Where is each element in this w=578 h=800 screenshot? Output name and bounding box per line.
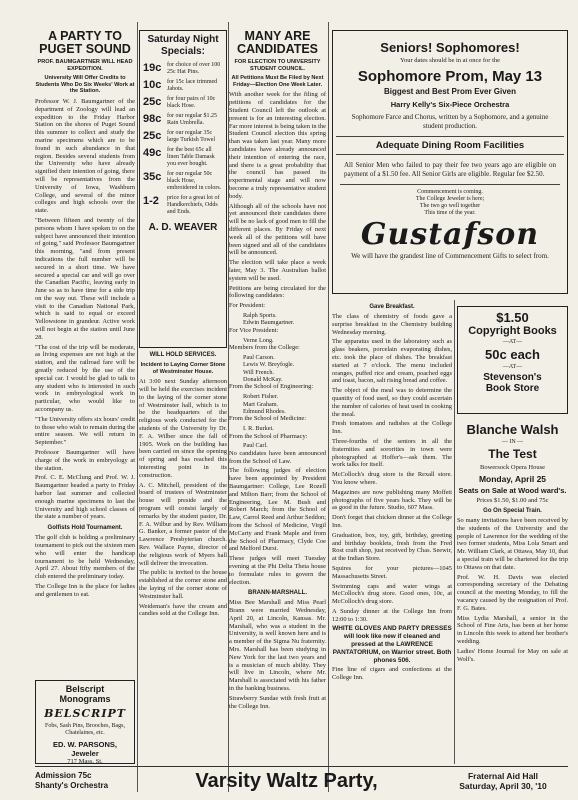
ad-blanche-walsh [457,422,568,504]
ad-item [143,113,223,127]
column-rule [454,300,455,764]
ad-item [143,62,223,76]
headline-puget-sound: A PARTY TO PUGET SOUND [39,29,131,56]
article-paragraph: The object of the meal was to determine the quantity of food used, so they could ascertain the number of calories of heat used in cooking the meal. [332,387,452,418]
ad-poem-line: The College Jeweler is here; [415,196,485,202]
article-paragraph: The following judges of election have been appointed by President Baumgartner: College, Lee Rozell and Milton Barr; from the School of Engineering, Lee M. Bush and Robert March; from the School of Law, Carrol Reed and Arthur Seddon; from the School of Medicine, Virgil McCarty and Frank Maple and from the School of Pharmacy, Clyde Coe and Melford Durst. [229,467,326,553]
ad-item-price: 10c [143,79,162,91]
subhead: FOR ELECTION TO UNIVERSITY STUDENT COUNCIL. [234,59,321,72]
candidate-name: Will French. [243,368,275,376]
ad-waltz-party [35,766,568,795]
ad-orchestra: Shanty's Orchestra [35,781,109,790]
ad-item-price: 49c [143,147,162,159]
ad-stevenson [457,306,568,414]
subhead: All Petitions Must Be Filed by Next Friday—Election One Week Later. [231,75,324,88]
ad-line: —AT— [502,339,523,345]
ad-right [438,771,568,791]
article-paragraph: The election will take place a week later, May 3. The Australian ballot system will be used. [229,259,326,282]
ad-line: Biggest and Best Prom Ever Given [383,87,517,96]
article-paragraph: Fresh tomatoes and radishes at the College Inn. [332,420,452,436]
name-list [229,312,326,327]
article-paragraph: Squires for your pictures—1045 Massachusetts Street. [332,564,452,580]
ad-item-desc: for choice of over 100 25c Hat Pins. [167,62,221,75]
ad-banner: Seniors! Sophomores! [380,40,520,55]
article-paragraph: Miss Lydia Marshall, a senior in the School of Fine Arts, has been at her home in Lincoln this week to attend her brother's wedding. [457,614,568,645]
ad-line: Seats on Sale at Wood ward's. [458,486,567,495]
ad-poem-line: Commencement is coming. [417,189,483,195]
headline-candidates: MANY ARE CANDIDATES [236,29,319,56]
ad-item-price: 1-2 [143,195,159,207]
candidate-name: Ralph Sports. [243,311,277,319]
ad-admission: Admission 75c [35,771,92,780]
article-paragraph: No candidates have been announced from the School of Law. [229,449,326,465]
article-paragraph: Professor W. J. Baumgartner of the department of Zoology will lead an expedition to the Friday Harbor Station on the shores of Puget Sound this summer to collect and study the marine specimens which are to be found in such abundance in that region. Besides several students from the University who have already signified their intention of going, there will be representatives from the University of Iowa, Washburn College, and several of the minor colleges and high schools over the state. [35,97,135,215]
article-paragraph: Strawberry Sundae with fresh fruit at the College Inn. [229,694,326,710]
ad-date: Saturday, April 30, '10 [459,781,547,791]
article-paragraph: The class of chemistry of foods gave a surprise breakfast in the Chemistry building Wednesday morning. [332,313,452,336]
ad-title: Belscript Monograms [59,684,111,704]
ad-item [143,171,223,192]
ad-name: ED. W. PARSONS, Jeweler [52,740,118,758]
ad-line: Prices $1.50, $1.00 and 75c [476,497,549,504]
article-paragraph: Weideman's have the cream and candies sold at the College Inn. [139,602,227,618]
candidate-name: Paul Carl. [243,442,268,450]
name-list [229,337,326,344]
candidate-name: Verne Long. [243,336,274,344]
ad-date: Monday, April 25 [478,474,547,484]
ad-title: The Test [488,447,537,461]
ad-item-price: 25c [143,96,162,108]
candidate-name: Edmund Rhodes. [243,407,286,415]
article-paragraph: Prof. C. E. McClung and Prof. W. J. Baumgartner headed a party to Friday harbor last summer and collected enough marine specimens to last the University and high school classes of the state a number of years. [35,474,135,521]
ad-item [143,96,223,110]
ad-title: Blanche Walsh [466,422,559,437]
ad-venue: Fraternal Aid Hall [467,771,539,781]
ad-line: We will have the grandest line of Commencement Gifts to select from. [351,252,549,260]
article-paragraph: McColloch's drug store is the Rexall store. You know where. [332,471,452,486]
article-paragraph: Prof. W. H. Davis was elected corresponding secretary of the Debating council at the meeting Monday, to fill the vacancy caused by the resignation of Prof. F. G. Bates. [457,573,568,612]
subhead: Incident to Laying Corner Stone of Westminster House. [140,362,226,375]
subhead: PROF. BAUMGARTNER WILL HEAD EXPEDITION. [37,59,133,72]
ad-name: A. D. WEAVER [148,222,218,233]
article-paragraph: Ladies' Home Journal for May on sale at Wolf's. [457,647,568,663]
ad-pantatorium: WHITE GLOVES AND PARTY DRESSES will look like new if cleaned and pressed at the LAWRENCE PANTATORIUM, on Warrior street. Both phones 506. [332,625,452,664]
ad-monograms [35,680,135,764]
article-paragraph: So many invitations have been received by the students of the University and the people of Lawrence for the wedding of the two former students, Miss Lola Smart and Mr. William Clark, at Ottawa, May 10, that a special train will be chartered for the trip to Ottawa on that date. [457,517,568,571]
article-paragraph: The apparatus used in the laboratory such as glass beakers, porcelain evaporating dishes, etc. took the place of dishes. The breakfast started at 7 o'clock. The menu included oranges, puffed rice and cream, poached eggs and toast, bacon, salt rising bread and coffee. [332,338,452,385]
ad-item-price: 35c [143,171,162,183]
ad-item-list [143,62,223,216]
article-paragraph: Swimming caps and water wings at McColloch's drug store. Good ones, 10c, at McColloch's drug store. [332,582,452,606]
article-paragraph: The College Inn is the place for ladies and gentlemen to eat. [35,582,135,598]
name-list [229,393,326,415]
ad-line: Adequate Dining Room Facilities [336,136,564,155]
subhead-breakfast: Gave Breakfast. [369,304,415,310]
ad-item [143,79,223,93]
candidate-name: Donald McKay. [243,375,283,383]
gustafson-logo: Gustafson [360,217,540,252]
ad-item-desc: for the best 65c all linen Table Damask you ever bought. [167,147,215,167]
ad-address: 717 Mass. St. [67,758,103,765]
article-paragraph: Petitions are being circulated for the following candidates: [229,284,326,300]
ad-item-desc: for four pairs of 10c black Hose. [167,96,216,109]
candidate-name: Robert Fisher. [243,393,279,401]
label: From the School of Medicine: [229,415,307,423]
subhead-train: Go On Special Train. [483,508,542,514]
ad-line: Your dates should be in at once for the [399,57,501,64]
ad-line: All Senior Men who failed to pay their fee two years ago are eligible on payment of a $1.50 fee. All Senior Girls are eligible. Regular fee $2.50. [344,161,556,178]
article-paragraph: A Sunday dinner at the College Inn from 12:00 to 1:30. [332,607,452,623]
ad-title: Saturday Night Specials: [147,34,219,57]
ad-item-desc: for our regular 35c large Turkish Towel [167,130,216,143]
column-rule [137,22,138,792]
ad-title: Copyright Books [468,325,557,337]
article-paragraph: At 3:00 next Sunday afternoon will be held the exercises incident to the laying of the corner stone of Westminster hall, which is to be the headquarters of the religious work conducted for the students of the University by Dr. F. A. Wilber since the fall of 1905. Work on the building has been carried on since the opening of spring and has reached this interesting point in its construction. [139,378,227,479]
ad-item [143,130,223,144]
ad-line: Fobs, Sash Pins, Brooches, Bags, Chatelaines, etc. [44,723,125,736]
ad-store: Stevenson's [483,372,542,383]
label: From the School of Pharmacy: [229,432,308,440]
ad-store: Book Store [485,383,540,394]
article-paragraph: Graduation, box, toy, gift, birthday, greeting and birthday booklets, fresh from the Fred Rost craft shop, just received by Chas. Seewir, at the Indian Store. [332,531,452,563]
ad-item-desc: for our regular $1.25 Rain Umbrella. [167,113,217,126]
article-paragraph: Magazines are now publishing many Moffett photographs of five years back. They will be as good in the future. Studio, 607 Mass. [332,488,452,512]
ad-line: — IN — [501,439,524,445]
candidate-name: Lewis W. Breyfogle. [243,361,295,369]
ad-poem-line: This time of the year. [424,210,476,216]
ad-item-price: 98c [143,113,162,125]
ad-price: 50c each [485,347,540,362]
article-paragraph: "Between fifteen and twenty of the persons whom I have spoken to on the subject have announced their intention of going," said Professor Baumgartner this morning, "and from present indications the full number will be secured in a short time. We have secured a special car and will go over the Canadian Pacific, leaving early in June so as to have time for a side trip on the way out. These will include a visit to the Canadian National Park, which is said to equal or exceed Yellowstone in grandeur. Active work will not begin at the station until June 28. [35,216,135,341]
subhead-wedding: BRANN-MARSHALL. [248,590,307,597]
name-list [229,425,326,432]
ad-line: Sophomore Farce and Chorus, written by a Sophomore, and a genuine student production. [351,113,549,130]
article-paragraph: Fine line of cigars and confections at the College Inn. [332,666,452,682]
label: Members from the College: [229,343,300,351]
ad-line: Harry Kelly's Six-Piece Orchestra [390,100,510,109]
column-3 [229,22,326,764]
article-paragraph: "The University offers six hours' credit to those who wish to remain during the entire season. We will return in September." [35,415,135,447]
column-rule [328,22,329,792]
candidate-name: Mart Graham. [243,400,279,408]
name-list [229,442,326,449]
ad-price: $1.50 [496,310,529,325]
label: For Vice President: [229,326,279,334]
ad-item-desc: price for a great lot of Handkerchiefs, Odds and Ends. [167,195,220,215]
ad-weaver [139,30,227,348]
article-paragraph: Miss Bee Marshall and Miss Pearl Brann were married Wednesday, April 20, at Lincoln, Kansas. Mr. Marshall, who was a student in the University, is well known here and is a member of the Sigma Nu fraternity. Mrs. Marshall has been studying in New York for the last two years and is a musician of much ability. They will live in Lincoln, where Mr. Marshall is associated with his father in the banking business. [229,599,326,693]
label: From the School of Engineering: [229,383,314,391]
ad-item-price: 19c [143,62,162,74]
ad-left [35,771,135,791]
candidate-name: Edwin Baumgartner. [243,319,295,327]
column-1 [35,22,135,764]
ad-prom-title: Sophomore Prom, May 13 [357,68,543,85]
article-paragraph: Although all of the schools have not yet announced their candidates there will be no lack of good men to fill the different places. By Friday of next week all of the petitions will have been signed and all of the candidates will be announced. [229,202,326,257]
ad-poem-line: The two go well together [419,203,481,209]
article-paragraph: Don't forget that chicken dinner at the College Inn. [332,514,452,529]
column-4a [332,300,452,764]
article-paragraph: With another week for the filing of petitions of candidates for the Student Council left the outlook at present is for an interesting election. Far more interest is being taken in the Student Council election this spring than was taken last year. Many more candidates have already announced their intention of entering the race, and there is a great probability that the council has passed its experimental stage and will now become a truly representative student body. [229,91,326,200]
article-paragraph: "The cost of the trip will be moderate, as living expenses are not high at the station, and the railroad fare will be greatly reduced by the use of the special car. I would be glad to talk to any student who is interested in such work in embryological work in particular, who would like to accompany us. [35,343,135,414]
ad-item [143,147,223,168]
article-paragraph: A. C. Mitchell, president of the board of trustees of Westminster house will preside and the program will consist largely of remarks by the student pastor, Dr. F. A. Wilbur and by Rev. William G. Banker, a former pastor of the Lawrence Presbyterian church. Rev. Wallace Payne, director of the religious work of Myers hall will deliver the invocation. [139,481,227,567]
subhead: University Will Offer Credits to Students Who Do Six Weeks' Work at the Station. [35,75,135,95]
monogram-logo: BELSCRIPT [44,707,126,720]
ad-item-desc: for 15c lace trimmed Jabots. [167,79,218,92]
ad-line: —AT— [502,364,523,370]
subhead-golf: Golfists Hold Tournament. [47,525,123,532]
column-4b [457,300,568,764]
article-paragraph: These judges will meet Tuesday evening at the Phi Delta Theta house to formulate rules to govern the election. [229,555,326,586]
ad-title: Varsity Waltz Party, [195,769,378,792]
column-2 [139,22,227,764]
ad-gustafson [340,184,560,260]
ad-sophomore-prom [332,30,568,294]
ad-item-desc: for our regular 50c black Hose, embroidered in colors. [167,171,222,191]
candidate-name: Paul Carson. [243,353,275,361]
ad-item [143,195,223,216]
candidate-name: I. R. Burket. [243,425,274,433]
ad-line: Bowersock Opera House [480,464,545,471]
article-paragraph: Professor Baumgartner will have charge of the work in embryology at the station. [35,449,135,472]
ad-item-price: 25c [143,130,162,142]
label: For President: [229,302,266,310]
article-paragraph: Three-fourths of the seniors in all the fraternities and sororities in town were photographed at Hoffer's—ask them. The work talks for itself. [332,437,452,469]
article-paragraph: The golf club is holding a preliminary tournament to pick out the sixteen men who will enter the handicap tournament to be held Wednesday, April 27. About fifty members of the club entered the preliminary today. [35,534,135,581]
name-list [229,354,326,384]
article-paragraph: The public is invited to the house established at the corner stone and the laying of the corner stone of Westminster hall. [139,569,227,600]
headline-services: WILL HOLD SERVICES. [149,352,217,358]
